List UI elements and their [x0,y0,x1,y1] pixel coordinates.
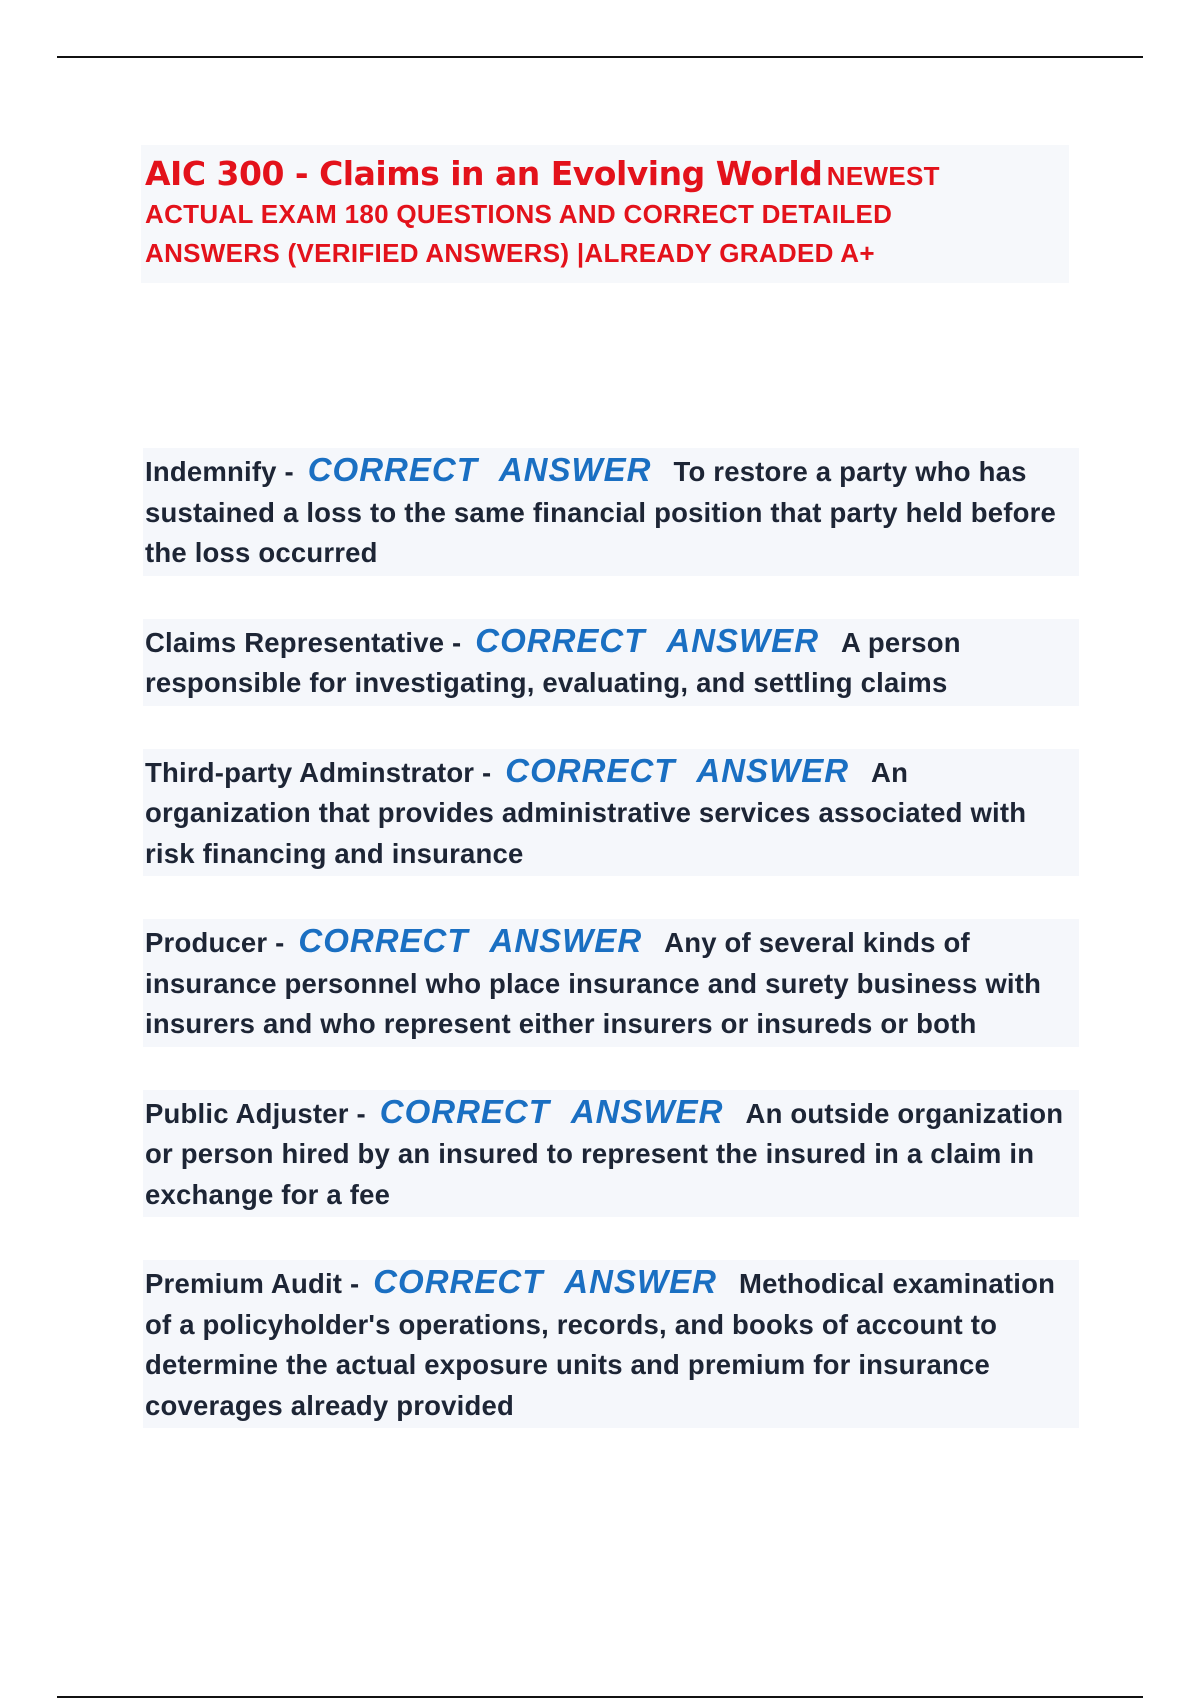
top-rule [57,56,1143,58]
qa-item [143,1260,1079,1428]
title-subtitle-line-1: ACTUAL EXAM 180 QUESTIONS AND CORRECT DETAILED [145,199,893,229]
document-header [145,145,1105,283]
qa-term: Claims Representative - [145,626,462,658]
correct-answer-label: CORRECT ANSWER [505,751,850,789]
title-block [141,145,1069,283]
qa-item [143,749,1079,877]
qa-term: Premium Audit - [145,1268,360,1299]
qa-term: Third-party Adminstrator - [145,756,492,788]
qa-item [143,448,1079,576]
bottom-rule [57,1696,1143,1698]
correct-answer-label: CORRECT ANSWER [379,1092,724,1130]
qa-item [143,619,1079,706]
qa-item [143,1090,1079,1218]
qa-term: Public Adjuster - [145,1097,366,1129]
qa-definition: To restore a party who has sustained a loss to the same financial position that party held before the loss occurred [145,456,1056,568]
qa-term: Producer - [145,927,285,958]
qa-definition: An organization that provides administrative services associated with risk financing and insurance [145,756,1027,869]
qa-definition: An outside organization or person hired by an insured to represent the insured in a claim in exchange for a fee [145,1097,1064,1210]
qa-item [143,919,1079,1047]
title-tag: NEWEST [826,161,940,191]
title-line-1 [145,153,1065,195]
qa-list [145,448,1085,1428]
title-subtitle-line-2: ANSWERS (VERIFIED ANSWERS) |ALREADY GRADED A+ [145,238,875,268]
correct-answer-label: CORRECT ANSWER [298,922,643,959]
document-title: AIC 300 - Claims in an Evolving World [145,154,823,193]
qa-definition: Methodical examination of a policyholder's operations, records, and books of account to determine the actual exposure units and premium for insurance coverages already provided [145,1268,1056,1421]
correct-answer-label: CORRECT ANSWER [373,1263,717,1300]
qa-definition: Any of several kinds of insurance personnel who place insurance and surety business with insurers and who represent either insurers or insureds or both [145,927,1042,1039]
qa-definition: A person responsible for investigating, evaluating, and settling claims [145,626,961,698]
qa-term: Indemnify - [145,456,294,487]
correct-answer-label: CORRECT ANSWER [475,621,820,659]
correct-answer-label: CORRECT ANSWER [307,451,652,488]
